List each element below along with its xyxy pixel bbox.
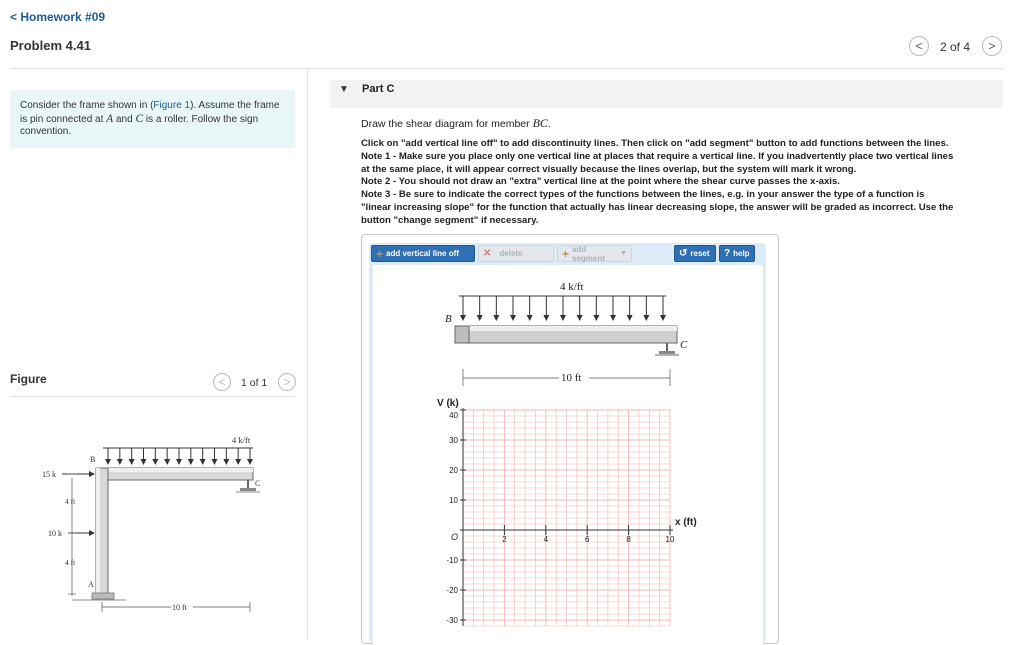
help-button[interactable] (719, 245, 755, 262)
help-icon: ? (724, 248, 731, 259)
chevron-left-icon: < (915, 39, 923, 53)
note-line: Note 2 - You should not draw an "extra" vertical line at the point where the shear curve passes the x-axis. (361, 176, 840, 188)
next-figure-button[interactable] (278, 373, 296, 391)
note-line: Note 1 - Make sure you place only one vertical line at places that require a vertical line. If you inadvertently place two vertical lines (361, 150, 954, 162)
x-tick-label: 2 (502, 535, 507, 544)
collapse-caret-icon[interactable]: ▼ (339, 84, 349, 95)
beam-highlight (455, 326, 677, 331)
add-vertical-line-button[interactable] (371, 245, 475, 262)
y-tick-label: 10 (449, 496, 458, 505)
variable-c: C (135, 112, 144, 125)
figure-divider (10, 396, 295, 397)
figure-link[interactable]: Figure 1 (153, 100, 191, 111)
shear-diagram-workspace[interactable] (373, 265, 763, 640)
intro-text: is a roller. Follow the sign convention. (20, 113, 259, 137)
y-tick-label: O (450, 532, 458, 542)
instruction-text: Draw the shear diagram for member (361, 118, 533, 130)
x-tick-label: 10 (665, 535, 675, 544)
y-axis-label: V (k) (437, 398, 459, 409)
note-line: Note 3 - Be sure to indicate the correct types of the functions between the lines, e.g. in your answer the type of a function is (361, 189, 925, 201)
figure-point-c: C (255, 479, 261, 488)
intro-text: and (113, 113, 136, 125)
previous-figure-button[interactable] (213, 373, 231, 391)
y-tick-label: 30 (449, 436, 458, 445)
figure-point-a: A (88, 580, 94, 589)
beam-span-label: 10 ft (561, 372, 582, 384)
back-link[interactable]: < Homework #09 (10, 10, 106, 24)
x-axis-label: x (ft) (675, 517, 697, 528)
frame-figure (10, 400, 300, 625)
figure-vertical-dimensions (68, 474, 76, 596)
distributed-load-arrows (103, 448, 253, 464)
intro-text: Consider the frame shown in ( (20, 100, 154, 111)
plus-icon: + (562, 246, 570, 261)
figure-point-b: B (90, 455, 96, 464)
note-line: "linear increasing slope" for the function that actually has linear decreasing slope, the answer will be graded as incorrect. Use the (361, 201, 954, 213)
x-tick-label: 8 (626, 535, 631, 544)
figure-beam-highlight (98, 468, 253, 472)
figure-dim-lower: 4 ft (65, 558, 76, 567)
reset-button[interactable] (674, 245, 716, 262)
add-segment-label: add segment (572, 244, 605, 263)
figure-column-highlight (96, 468, 100, 594)
pin-support-a (72, 593, 126, 600)
member-bc-variable: BC (532, 116, 548, 130)
next-problem-button[interactable] (982, 36, 1002, 56)
plus-icon: + (376, 246, 384, 261)
note-line: button "change segment" if necessary. (361, 214, 539, 226)
chevron-left-icon: < (218, 375, 226, 389)
beam-joint-b (455, 326, 469, 343)
beam-point-b: B (445, 313, 452, 325)
beam-point-c: C (680, 339, 688, 351)
figure-dim-upper: 4 ft (65, 497, 76, 506)
figure-load-label: 4 k/ft (232, 435, 251, 445)
figure-heading: Figure (10, 372, 47, 386)
delete-button[interactable] (478, 245, 554, 262)
delete-label: delete (499, 249, 523, 258)
beam-roller-c (655, 343, 679, 355)
reset-label: reset (690, 249, 710, 258)
beam-load-label: 4 k/ft (560, 281, 584, 293)
part-c-title: Part C (362, 83, 395, 95)
instruction-text: . (547, 118, 551, 130)
instruction-notes (361, 138, 1006, 228)
figure-pager: 1 of 1 (241, 377, 268, 389)
figure-force-15k (42, 470, 94, 479)
y-tick-label: -20 (446, 586, 458, 595)
y-tick-label: -10 (446, 556, 458, 565)
chart-grid (463, 410, 670, 626)
instruction-lead (361, 116, 551, 131)
y-tick-labels (446, 411, 458, 625)
figure-force-10k (48, 529, 94, 538)
problem-title: Problem 4.41 (10, 38, 91, 53)
chevron-right-icon: > (988, 39, 996, 53)
x-tick-label: 6 (584, 535, 590, 544)
figure-force-10k-label: 10 k (48, 529, 62, 538)
intro-text: ). Assume the frame is pin connected at (20, 100, 280, 125)
add-segment-button[interactable] (557, 245, 632, 262)
header-divider (10, 68, 1003, 69)
help-label: help (733, 249, 750, 258)
part-c-header[interactable] (330, 80, 1003, 108)
y-tick-label: 20 (449, 466, 458, 475)
x-tick-label: 4 (543, 535, 549, 544)
figure-span-label: 10 ft (172, 603, 187, 612)
chevron-down-icon: ▼ (620, 250, 627, 257)
note-line: Click on "add vertical line off" to add discontinuity lines. Then click on "add segment" button to add functions between the lines. (361, 138, 949, 149)
beam-load-arrows (459, 296, 666, 320)
problem-pager: 2 of 4 (940, 40, 971, 54)
add-vertical-line-label: add vertical line off (386, 249, 459, 258)
previous-problem-button[interactable] (909, 36, 929, 56)
note-line: at the same place, it will appear correct visually because the lines overlap, but the system will mark it wrong. (361, 163, 857, 175)
close-icon: ✕ (483, 248, 492, 259)
column-divider (307, 69, 308, 640)
figure-force-15k-label: 15 k (42, 470, 56, 479)
y-tick-label: -30 (446, 616, 458, 625)
chevron-right-icon: > (283, 375, 291, 389)
reset-icon: ↺ (679, 248, 688, 259)
y-tick-label: 40 (449, 411, 458, 420)
problem-intro (10, 90, 295, 148)
variable-a: A (106, 112, 114, 125)
